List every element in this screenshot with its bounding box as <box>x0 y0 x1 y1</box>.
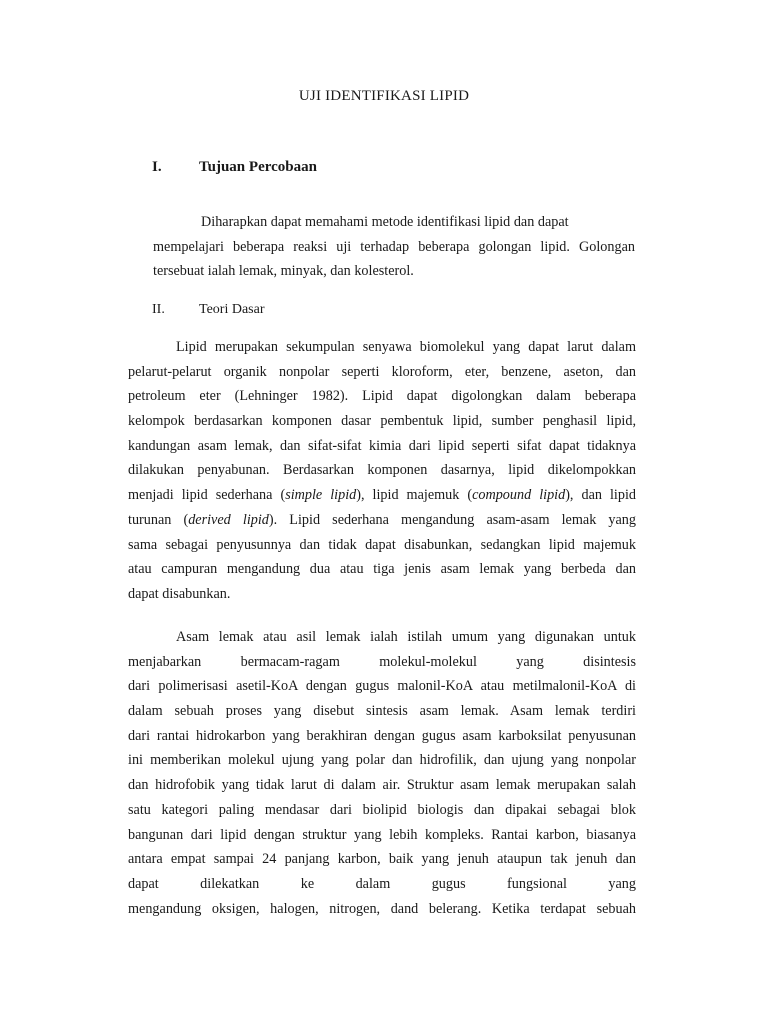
text-line-mixed <box>128 483 636 508</box>
text-line-mixed <box>128 508 636 533</box>
text-line: Asam lemak atau asil lemak ialah istilah umum yang digunakan untuk <box>176 629 636 645</box>
text-line: kelompok berdasarkan komponen dasar pembentuk lipid, sumber penghasil lipid, <box>128 413 636 430</box>
section-number: II. <box>152 302 165 317</box>
italic-term: compound lipid <box>472 487 566 504</box>
text-line: Lipid merupakan sekumpulan senyawa biomolekul yang dapat larut dalam <box>176 339 636 355</box>
section-title: Tujuan Percobaan <box>199 159 317 175</box>
paragraph-tujuan <box>153 210 635 284</box>
text-run: ), lipid majemuk ( <box>356 487 473 504</box>
text-line: mempelajari beberapa reaksi uji terhadap beberapa golongan lipid. Golongan <box>153 238 635 255</box>
paragraph-asam-lemak <box>128 625 636 921</box>
text-line: pelarut-pelarut organik nonpolar seperti kloroform, eter, benzene, aseton, dan <box>128 363 636 380</box>
text-line: petroleum eter (Lehninger 1982). Lipid dapat digolongkan dalam beberapa <box>128 388 636 405</box>
text-run: ). Lipid sederhana mengandung asam-asam lemak yang <box>268 511 636 528</box>
text-run: ), dan lipid <box>565 487 636 504</box>
text-line: mengandung oksigen, halogen, nitrogen, dand belerang. Ketika terdapat sebuah <box>128 900 636 917</box>
text-run: menjadi lipid sederhana ( <box>128 487 286 504</box>
document-title: UJI IDENTIFIKASI LIPID <box>298 88 470 104</box>
text-line: satu kategori paling mendasar dari biolipid biologis dan dipakai sebagai blok <box>128 801 636 818</box>
text-line: dilakukan penyabunan. Berdasarkan komponen dasarnya, lipid dikelompokkan <box>128 462 636 479</box>
text-line: antara empat sampai 24 panjang karbon, baik yang jenuh ataupun tak jenuh dan <box>128 851 636 868</box>
italic-term: derived lipid <box>188 511 269 528</box>
section-number: I. <box>152 159 162 175</box>
text-line: dari rantai hidrokarbon yang berakhiran dengan gugus asam karboksilat penyusunan <box>128 727 636 744</box>
section-title: Teori Dasar <box>199 302 265 317</box>
text-line: dapat disabunkan. <box>128 585 231 602</box>
text-line: dapat dilekatkan ke dalam gugus fungsional yang <box>128 875 636 892</box>
text-line: dari polimerisasi asetil-KoA dengan gugus malonil-KoA atau metilmalonil-KoA di <box>128 678 636 695</box>
text-line: bangunan dari lipid dengan struktur yang lebih kompleks. Rantai karbon, biasanya <box>128 826 636 843</box>
text-line: menjabarkan bermacam-ragam molekul-molekul yang disintesis <box>128 653 636 670</box>
text-line: tersebuat ialah lemak, minyak, dan kolesterol. <box>153 263 414 280</box>
text-line: sama sebagai penyusunnya dan tidak dapat disabunkan, sedangkan lipid majemuk <box>128 536 636 553</box>
text-line: kandungan asam lemak, dan sifat-sifat kimia dari lipid seperti sifat dapat tidaknya <box>128 437 636 454</box>
text-line: Diharapkan dapat memahami metode identifikasi lipid dan dapat <box>201 214 569 230</box>
text-line: dalam sebuah proses yang disebut sintesis asam lemak. Asam lemak terdiri <box>128 703 636 720</box>
text-line: dan hidrofobik yang tidak larut di dalam air. Struktur asam lemak merupakan salah <box>128 777 636 794</box>
text-run: turunan ( <box>128 511 189 528</box>
paragraph-lipid <box>128 335 636 607</box>
italic-term: simple lipid <box>285 487 357 504</box>
text-line: ini memberikan molekul ujung yang polar dan hidrofilik, dan ujung yang nonpolar <box>128 752 636 769</box>
text-line: atau campuran mengandung dua atau tiga jenis asam lemak yang berbeda dan <box>128 561 636 578</box>
